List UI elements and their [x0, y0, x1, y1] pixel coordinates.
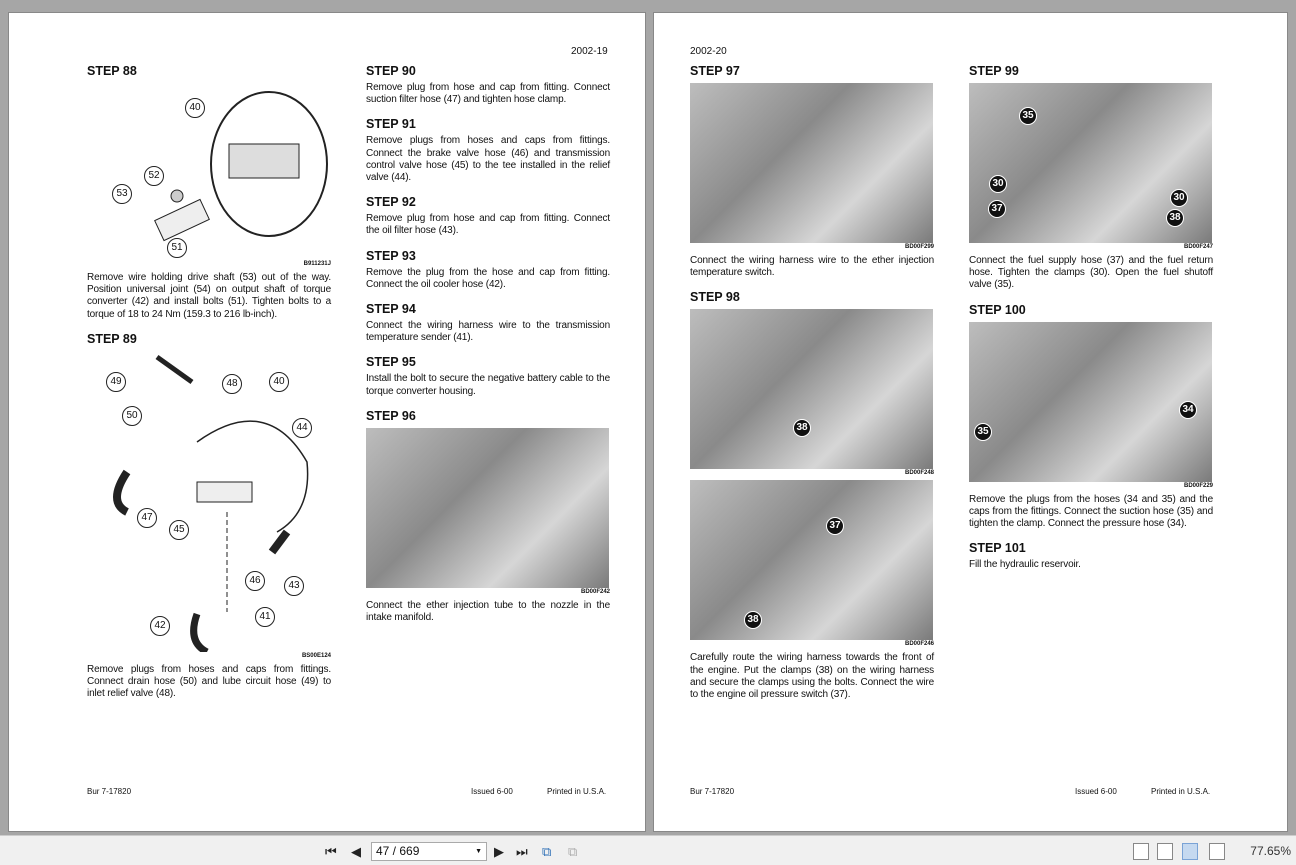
step-text: Remove plug from hose and cap from fitting. Connect suction filter hose (47) and tighten hose clamp.: [366, 82, 610, 106]
callout: 40: [269, 372, 289, 392]
callout: 34: [1179, 401, 1197, 419]
step-text: Remove plug from hose and cap from fitting. Connect the oil filter hose (43).: [366, 213, 610, 237]
photo-step-96: [366, 428, 609, 588]
callout: 45: [169, 520, 189, 540]
continuous-view-icon[interactable]: [1157, 843, 1173, 860]
footer-doc: Bur 7-17820: [87, 787, 132, 796]
right-page-column-2: [969, 64, 1213, 582]
previous-view-icon[interactable]: ⧉: [542, 844, 552, 859]
step-93: [366, 249, 610, 291]
callout: 38: [1166, 209, 1184, 227]
right-page-column-1: [690, 64, 934, 712]
step-text: Connect the fuel supply hose (37) and the fuel return hose. Tighten the clamps (30). Open the fuel shutoff valve (35).: [969, 255, 1213, 291]
page-number: 2002-19: [571, 46, 608, 57]
figure-id: BD00F299: [904, 244, 934, 250]
left-page-column-1: [87, 64, 331, 711]
step-text: Remove wire holding drive shaft (53) out of the way. Position universal joint (54) on output shaft of torque converter (42) and install bolts (51). Tighten bolts to a torque of 18 to 24 Nm (159.3 to 216 lb-inch).: [87, 272, 331, 320]
page-number: 2002-20: [690, 46, 727, 57]
figure-id: BD00F242: [580, 588, 610, 595]
hydraulic-hose-diagram: [97, 352, 331, 652]
callout: 52: [144, 166, 164, 186]
first-page-icon[interactable]: ⏮: [325, 844, 337, 859]
left-page-column-2: [366, 64, 610, 635]
step-heading: STEP 96: [366, 408, 416, 423]
figure-id: BD00F229: [1183, 482, 1213, 489]
step-89: [87, 332, 331, 701]
callout: 47: [137, 508, 157, 528]
step-text: Remove the plug from the hose and cap from fitting. Connect the oil cooler hose (42).: [366, 266, 610, 290]
callout: 37: [826, 517, 844, 535]
page-number-field[interactable]: [371, 842, 487, 861]
left-page: [8, 12, 646, 832]
footer-issued: Issued 6-00: [1075, 787, 1117, 796]
step-text: Remove the plugs from the hoses (34 and 35) and the caps from the fittings. Connect the suction hose (35) and tighten the clamp. Connect the pressure hose (34).: [969, 493, 1213, 530]
step-text: Remove plugs from hoses and caps from fittings. Connect drain hose (50) and lube circuit hose (49) to inlet relief valve (48).: [87, 663, 331, 700]
step-90: [366, 64, 610, 106]
step-100: [969, 303, 1213, 531]
two-page-view-icon[interactable]: [1182, 843, 1198, 860]
step-92: [366, 195, 610, 237]
callout: 35: [1019, 107, 1037, 125]
step-text: Fill the hydraulic reservoir.: [969, 559, 1081, 571]
figure-step-88: [97, 84, 331, 260]
step-heading: STEP 95: [366, 355, 416, 370]
callout: 53: [112, 184, 132, 204]
callout: 46: [245, 571, 265, 591]
step-heading: STEP 89: [87, 331, 137, 346]
callout: 40: [185, 98, 205, 118]
step-text: Carefully route the wiring harness towards the front of the engine. Put the clamps (38) on the wiring harness and secure the clamps using the bolts. Connect the wire to the engine oil pressure switch (37).: [690, 652, 934, 701]
step-text: Install the bolt to secure the negative battery cable to the torque converter housing.: [366, 373, 610, 397]
step-text: Connect the ether injection tube to the nozzle in the intake manifold.: [366, 599, 610, 624]
step-91: [366, 117, 610, 184]
zoom-level[interactable]: 77.65%: [1250, 844, 1291, 858]
callout: 30: [1170, 189, 1188, 207]
last-page-icon[interactable]: ⏭: [516, 844, 528, 859]
footer-printed: Printed in U.S.A.: [547, 787, 607, 796]
step-heading: STEP 92: [366, 195, 416, 210]
photo-step-98b: [690, 480, 933, 640]
figure-id: BD00F248: [904, 470, 934, 477]
step-heading: STEP 99: [969, 64, 1019, 78]
figure-id: BS00E124: [301, 652, 331, 659]
step-heading: STEP 88: [87, 64, 137, 78]
callout: 49: [106, 372, 126, 392]
footer-doc: Bur 7-17820: [690, 787, 735, 796]
callout: 51: [167, 238, 187, 258]
step-heading: STEP 91: [366, 117, 416, 132]
figure-step-89: [97, 352, 331, 652]
step-text: Connect the wiring harness wire to the ether injection temperature switch.: [690, 255, 934, 279]
callout: 38: [793, 419, 811, 437]
chevron-down-icon[interactable]: ▼: [475, 848, 482, 855]
step-99: [969, 64, 1213, 292]
single-page-view-icon[interactable]: [1133, 843, 1149, 860]
step-heading: STEP 94: [366, 302, 416, 317]
pdf-toolbar: [0, 835, 1296, 865]
callout: 38: [744, 611, 762, 629]
next-page-icon[interactable]: ▶: [494, 844, 504, 859]
callout: 42: [150, 616, 170, 636]
figure-id: BD00F246: [904, 641, 934, 648]
step-heading: STEP 97: [690, 64, 740, 78]
step-heading: STEP 101: [969, 541, 1026, 556]
figure-id: BD00F247: [1183, 244, 1213, 250]
drive-shaft-diagram: [97, 84, 331, 260]
callout: 37: [988, 200, 1006, 218]
step-heading: STEP 93: [366, 248, 416, 263]
step-heading: STEP 90: [366, 64, 416, 78]
photo-step-99: [969, 83, 1212, 243]
figure-id: B911231J: [303, 261, 331, 267]
step-heading: STEP 100: [969, 302, 1026, 317]
callout: 41: [255, 607, 275, 627]
step-text: Remove plugs from hoses and caps from fittings. Connect the brake valve hose (46) and transmission control valve hose (45) to the tee installed in the relief valve (44).: [366, 135, 610, 184]
photo-step-98a: [690, 309, 933, 469]
callout: 35: [974, 423, 992, 441]
step-96: [366, 409, 610, 624]
two-page-continuous-view-icon[interactable]: [1209, 843, 1225, 860]
right-page: [653, 12, 1288, 832]
step-88: [87, 64, 331, 321]
step-94: [366, 302, 610, 344]
photo-step-100: [969, 322, 1212, 482]
step-text: Connect the wiring harness wire to the transmission temperature sender (41).: [366, 320, 610, 344]
step-95: [366, 355, 610, 397]
step-101: [969, 541, 1213, 571]
step-heading: STEP 98: [690, 290, 740, 305]
footer-printed: Printed in U.S.A.: [1151, 787, 1211, 796]
callout: 43: [284, 576, 304, 596]
footer-issued: Issued 6-00: [471, 787, 513, 796]
callout: 44: [292, 418, 312, 438]
page-number-value: 47 / 669: [376, 844, 420, 858]
step-98: [690, 290, 934, 701]
callout: 30: [989, 175, 1007, 193]
callout: 48: [222, 374, 242, 394]
callout: 50: [122, 406, 142, 426]
photo-step-97: [690, 83, 933, 243]
next-view-icon: ⧉: [568, 844, 578, 859]
previous-page-icon[interactable]: ◀: [351, 844, 361, 859]
step-97: [690, 64, 934, 279]
